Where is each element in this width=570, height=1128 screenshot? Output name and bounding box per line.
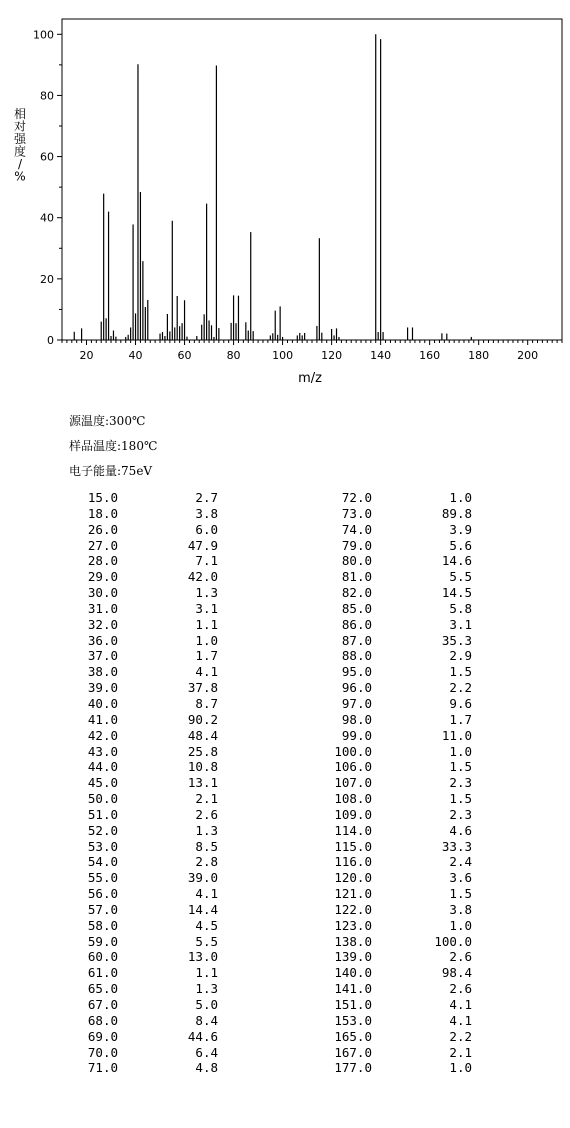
- intensity-value: 3.8: [449, 901, 472, 917]
- table-row: [322, 633, 472, 649]
- table-row: [68, 744, 218, 760]
- intensity-value: 4.6: [449, 822, 472, 838]
- mz-value: 114.0: [334, 822, 372, 838]
- mz-value: 39.0: [87, 680, 118, 696]
- mz-value: 72.0: [341, 490, 372, 505]
- x-tick-label: 20: [79, 349, 94, 362]
- intensity-value: 4.1: [195, 664, 218, 680]
- table-row: [322, 997, 472, 1013]
- intensity-value: 100.0: [434, 933, 472, 949]
- intensity-value: 1.0: [449, 743, 472, 759]
- table-row: [68, 569, 218, 585]
- intensity-value: 14.5: [441, 585, 472, 601]
- table-row: [322, 680, 472, 696]
- intensity-value: 8.7: [195, 695, 218, 711]
- intensity-value: 2.7: [195, 490, 218, 505]
- table-row: [68, 648, 218, 664]
- table-row: [322, 585, 472, 601]
- x-tick-label: 200: [517, 349, 539, 362]
- intensity-value: 8.5: [195, 838, 218, 854]
- mz-value: 53.0: [87, 838, 118, 854]
- intensity-value: 3.9: [449, 521, 472, 537]
- table-row: [322, 648, 472, 664]
- mz-value: 69.0: [87, 1028, 118, 1044]
- mz-value: 74.0: [341, 521, 372, 537]
- x-tick-label: 160: [419, 349, 441, 362]
- table-row: [322, 1029, 472, 1045]
- x-tick-label: 60: [177, 349, 192, 362]
- intensity-value: 13.1: [187, 775, 218, 791]
- mz-value: 60.0: [87, 949, 118, 965]
- mz-value: 99.0: [341, 727, 372, 743]
- y-tick-label: 100: [33, 28, 54, 42]
- table-row: [68, 870, 218, 886]
- intensity-value: 1.7: [195, 648, 218, 664]
- intensity-value: 1.7: [449, 711, 472, 727]
- mz-value: 116.0: [334, 854, 372, 870]
- table-row: [322, 949, 472, 965]
- table-row: [322, 522, 472, 538]
- table-row: [322, 918, 472, 934]
- mz-value: 59.0: [87, 933, 118, 949]
- table-row: [322, 839, 472, 855]
- intensity-value: 3.6: [449, 870, 472, 886]
- bar-group: [74, 34, 471, 340]
- table-row: [322, 664, 472, 680]
- table-row: [68, 791, 218, 807]
- intensity-value: 10.8: [187, 759, 218, 775]
- mz-value: 38.0: [87, 664, 118, 680]
- table-row: [68, 1060, 218, 1076]
- mz-value: 88.0: [341, 648, 372, 664]
- intensity-value: 39.0: [187, 870, 218, 886]
- mass-spectrum-chart: [0, 0, 570, 400]
- intensity-value: 5.6: [449, 537, 472, 553]
- intensity-value: 11.0: [441, 727, 472, 743]
- table-row: [68, 506, 218, 522]
- mz-value: 139.0: [334, 949, 372, 965]
- intensity-value: 3.1: [449, 616, 472, 632]
- intensity-value: 1.3: [195, 981, 218, 997]
- intensity-value: 5.8: [449, 600, 472, 616]
- intensity-value: 25.8: [187, 743, 218, 759]
- mz-value: 54.0: [87, 854, 118, 870]
- mz-value: 41.0: [87, 711, 118, 727]
- intensity-value: 14.6: [441, 553, 472, 569]
- intensity-value: 1.0: [195, 632, 218, 648]
- intensity-value: 5.5: [195, 933, 218, 949]
- intensity-value: 33.3: [441, 838, 472, 854]
- intensity-value: 1.0: [449, 490, 472, 505]
- intensity-value: 3.8: [195, 505, 218, 521]
- table-row: [68, 823, 218, 839]
- table-row: [68, 934, 218, 950]
- peak-table-left-column: [68, 490, 218, 1076]
- table-row: [68, 553, 218, 569]
- mz-value: 123.0: [334, 917, 372, 933]
- source-temperature: 源温度:300℃: [69, 414, 146, 428]
- intensity-value: 2.2: [449, 680, 472, 696]
- mz-value: 56.0: [87, 886, 118, 902]
- intensity-value: 5.5: [449, 569, 472, 585]
- mz-value: 42.0: [87, 727, 118, 743]
- mz-value: 108.0: [334, 791, 372, 807]
- intensity-value: 2.3: [449, 775, 472, 791]
- table-row: [68, 1045, 218, 1061]
- table-row: [322, 553, 472, 569]
- mz-value: 65.0: [87, 981, 118, 997]
- intensity-value: 3.1: [195, 600, 218, 616]
- intensity-value: 1.0: [449, 917, 472, 933]
- table-row: [322, 728, 472, 744]
- table-row: [322, 617, 472, 633]
- y-tick-label: 40: [40, 211, 54, 225]
- table-row: [322, 934, 472, 950]
- peak-table-right-column: [322, 490, 472, 1076]
- y-axis: [33, 28, 62, 347]
- electron-energy: 电子能量:75eV: [69, 464, 153, 478]
- intensity-value: 1.5: [449, 664, 472, 680]
- mz-value: 107.0: [334, 775, 372, 791]
- mz-value: 82.0: [341, 585, 372, 601]
- table-row: [68, 854, 218, 870]
- mz-value: 37.0: [87, 648, 118, 664]
- mz-value: 106.0: [334, 759, 372, 775]
- table-row: [68, 997, 218, 1013]
- table-row: [68, 775, 218, 791]
- mz-value: 109.0: [334, 806, 372, 822]
- intensity-value: 4.5: [195, 917, 218, 933]
- intensity-value: 8.4: [195, 1012, 218, 1028]
- mz-value: 40.0: [87, 695, 118, 711]
- table-row: [322, 696, 472, 712]
- table-row: [68, 696, 218, 712]
- mz-value: 55.0: [87, 870, 118, 886]
- mz-value: 45.0: [87, 775, 118, 791]
- table-row: [68, 965, 218, 981]
- mz-value: 138.0: [334, 933, 372, 949]
- mz-value: 97.0: [341, 695, 372, 711]
- sample-temperature: 样品温度:180℃: [69, 439, 158, 453]
- mz-value: 95.0: [341, 664, 372, 680]
- x-tick-label: 140: [370, 349, 392, 362]
- table-row: [68, 807, 218, 823]
- intensity-value: 1.5: [449, 759, 472, 775]
- x-tick-label: 180: [468, 349, 490, 362]
- table-row: [68, 886, 218, 902]
- mz-value: 58.0: [87, 917, 118, 933]
- table-row: [322, 981, 472, 997]
- table-row: [322, 712, 472, 728]
- mz-value: 36.0: [87, 632, 118, 648]
- table-row: [68, 728, 218, 744]
- intensity-value: 89.8: [441, 505, 472, 521]
- mz-value: 122.0: [334, 901, 372, 917]
- table-row: [68, 601, 218, 617]
- table-row: [68, 1029, 218, 1045]
- intensity-value: 2.6: [449, 949, 472, 965]
- table-row: [322, 791, 472, 807]
- table-row: [68, 902, 218, 918]
- intensity-value: 2.3: [449, 806, 472, 822]
- mz-value: 57.0: [87, 901, 118, 917]
- intensity-value: 7.1: [195, 553, 218, 569]
- mz-value: 81.0: [341, 569, 372, 585]
- table-row: [322, 759, 472, 775]
- intensity-value: 48.4: [187, 727, 218, 743]
- table-row: [322, 569, 472, 585]
- mz-value: 120.0: [334, 870, 372, 886]
- table-row: [68, 633, 218, 649]
- table-row: [68, 664, 218, 680]
- mz-value: 79.0: [341, 537, 372, 553]
- x-tick-label: 120: [321, 349, 343, 362]
- mz-value: 70.0: [87, 1044, 118, 1060]
- mz-value: 29.0: [87, 569, 118, 585]
- intensity-value: 13.0: [187, 949, 218, 965]
- x-tick-label: 40: [128, 349, 143, 362]
- x-tick-label: 80: [226, 349, 241, 362]
- mz-value: 52.0: [87, 822, 118, 838]
- table-row: [322, 886, 472, 902]
- mz-value: 30.0: [87, 585, 118, 601]
- peak-table: [0, 490, 570, 1126]
- x-axis: [62, 340, 562, 362]
- table-row: [322, 601, 472, 617]
- mz-value: 31.0: [87, 600, 118, 616]
- mz-value: 18.0: [87, 505, 118, 521]
- intensity-value: 90.2: [187, 711, 218, 727]
- y-tick-label: 60: [40, 150, 54, 164]
- mz-value: 15.0: [87, 490, 118, 505]
- intensity-value: 2.6: [195, 806, 218, 822]
- mz-value: 28.0: [87, 553, 118, 569]
- mz-value: 85.0: [341, 600, 372, 616]
- mz-value: 165.0: [334, 1028, 372, 1044]
- table-row: [68, 759, 218, 775]
- intensity-value: 4.1: [449, 997, 472, 1012]
- intensity-value: 35.3: [441, 632, 472, 648]
- mz-value: 86.0: [341, 616, 372, 632]
- mz-value: 61.0: [87, 965, 118, 981]
- intensity-value: 2.6: [449, 981, 472, 997]
- table-row: [68, 585, 218, 601]
- intensity-value: 1.0: [449, 1060, 472, 1076]
- mz-value: 115.0: [334, 838, 372, 854]
- table-row: [322, 1060, 472, 1076]
- mz-value: 67.0: [87, 997, 118, 1012]
- intensity-value: 1.1: [195, 616, 218, 632]
- intensity-value: 5.0: [195, 997, 218, 1012]
- intensity-value: 2.1: [195, 791, 218, 807]
- mz-value: 141.0: [334, 981, 372, 997]
- intensity-value: 1.5: [449, 886, 472, 902]
- intensity-value: 44.6: [187, 1028, 218, 1044]
- table-row: [322, 744, 472, 760]
- y-tick-label: 0: [47, 334, 54, 347]
- intensity-value: 37.8: [187, 680, 218, 696]
- mz-value: 50.0: [87, 791, 118, 807]
- table-row: [322, 870, 472, 886]
- x-tick-label: 100: [272, 349, 294, 362]
- mz-value: 153.0: [334, 1012, 372, 1028]
- mz-value: 177.0: [334, 1060, 372, 1076]
- intensity-value: 6.4: [195, 1044, 218, 1060]
- mz-value: 98.0: [341, 711, 372, 727]
- table-row: [322, 775, 472, 791]
- y-axis-label: 相对强度/ %: [13, 107, 27, 184]
- intensity-value: 2.9: [449, 648, 472, 664]
- table-row: [322, 1045, 472, 1061]
- mz-value: 32.0: [87, 616, 118, 632]
- table-row: [322, 1013, 472, 1029]
- mz-value: 68.0: [87, 1012, 118, 1028]
- table-row: [68, 949, 218, 965]
- table-row: [322, 854, 472, 870]
- table-row: [68, 839, 218, 855]
- mz-value: 80.0: [341, 553, 372, 569]
- intensity-value: 2.8: [195, 854, 218, 870]
- y-tick-label: 80: [40, 89, 54, 103]
- table-row: [322, 506, 472, 522]
- table-row: [322, 823, 472, 839]
- intensity-value: 9.6: [449, 695, 472, 711]
- intensity-value: 1.5: [449, 791, 472, 807]
- table-row: [68, 918, 218, 934]
- table-row: [68, 538, 218, 554]
- y-tick-label: 20: [40, 272, 54, 286]
- mz-value: 44.0: [87, 759, 118, 775]
- mz-value: 43.0: [87, 743, 118, 759]
- mz-value: 96.0: [341, 680, 372, 696]
- mz-value: 87.0: [341, 632, 372, 648]
- mz-value: 51.0: [87, 806, 118, 822]
- plot-frame: [62, 19, 562, 340]
- mz-value: 26.0: [87, 521, 118, 537]
- mz-value: 71.0: [87, 1060, 118, 1076]
- x-axis-label: m/z: [298, 371, 322, 386]
- table-row: [322, 538, 472, 554]
- table-row: [322, 490, 472, 506]
- intensity-value: 6.0: [195, 521, 218, 537]
- mz-value: 167.0: [334, 1044, 372, 1060]
- mz-value: 27.0: [87, 537, 118, 553]
- intensity-value: 47.9: [187, 537, 218, 553]
- table-row: [322, 902, 472, 918]
- table-row: [68, 981, 218, 997]
- table-row: [322, 965, 472, 981]
- table-row: [68, 680, 218, 696]
- mz-value: 121.0: [334, 886, 372, 902]
- intensity-value: 1.1: [195, 965, 218, 981]
- table-row: [68, 617, 218, 633]
- mz-value: 73.0: [341, 505, 372, 521]
- intensity-value: 2.1: [449, 1044, 472, 1060]
- intensity-value: 4.1: [195, 886, 218, 902]
- table-row: [68, 490, 218, 506]
- mz-value: 100.0: [334, 743, 372, 759]
- intensity-value: 98.4: [441, 965, 472, 981]
- mz-value: 151.0: [334, 997, 372, 1012]
- intensity-value: 4.8: [195, 1060, 218, 1076]
- table-row: [68, 712, 218, 728]
- table-row: [68, 522, 218, 538]
- intensity-value: 4.1: [449, 1012, 472, 1028]
- mz-value: 140.0: [334, 965, 372, 981]
- intensity-value: 2.2: [449, 1028, 472, 1044]
- table-row: [68, 1013, 218, 1029]
- table-row: [322, 807, 472, 823]
- intensity-value: 42.0: [187, 569, 218, 585]
- intensity-value: 1.3: [195, 822, 218, 838]
- intensity-value: 2.4: [449, 854, 472, 870]
- intensity-value: 14.4: [187, 901, 218, 917]
- intensity-value: 1.3: [195, 585, 218, 601]
